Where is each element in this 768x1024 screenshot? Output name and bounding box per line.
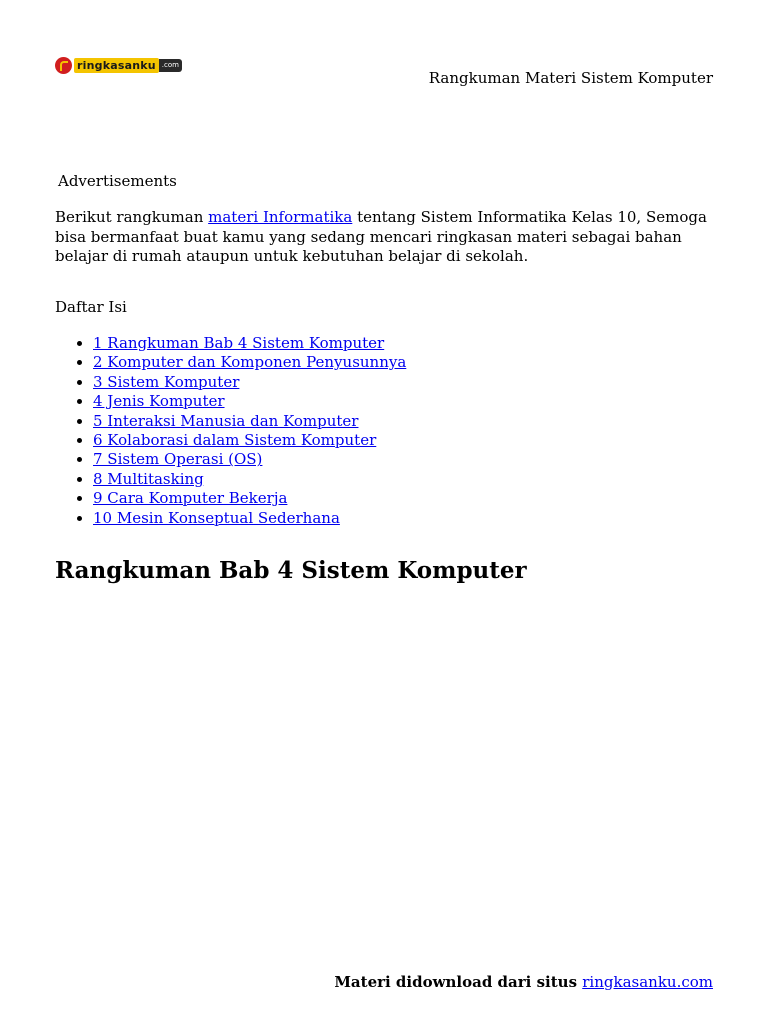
toc-item — [93, 412, 406, 431]
toc-item — [93, 450, 406, 469]
toc-item — [93, 489, 406, 508]
logo-icon — [55, 57, 72, 74]
toc-link-2[interactable]: 2 Komputer dan Komponen Penyusunnya — [93, 353, 407, 372]
toc-title: Daftar Isi — [55, 298, 127, 316]
intro-text-after: tentang Sistem Informatika Kelas 10, Semoga bisa bermanfaat buat kamu yang sedang mencari ringkasan materi sebagai bahan belajar di rumah ataupun untuk kebutuhan belajar di sekolah. — [55, 208, 707, 265]
toc-link-7[interactable]: 7 Sistem Operasi (OS) — [93, 450, 263, 469]
intro-paragraph — [55, 208, 715, 267]
materi-informatika-link[interactable]: materi Informatika — [208, 208, 353, 226]
toc-link-5[interactable]: 5 Interaksi Manusia dan Komputer — [93, 411, 359, 430]
footer-label: Materi didownload dari situs — [334, 973, 583, 991]
toc-item — [93, 470, 406, 489]
toc-item — [93, 353, 406, 372]
toc-link-9[interactable]: 9 Cara Komputer Bekerja — [93, 489, 288, 508]
site-logo[interactable] — [55, 56, 182, 74]
logo-name: ringkasanku — [74, 58, 159, 73]
toc-link-8[interactable]: 8 Multitasking — [93, 469, 204, 488]
advertisements-label: Advertisements — [58, 172, 177, 190]
page-footer — [334, 973, 713, 993]
toc-link-3[interactable]: 3 Sistem Komputer — [93, 372, 240, 391]
section-heading: Rangkuman Bab 4 Sistem Komputer — [55, 557, 527, 584]
logo-suffix: .com — [159, 59, 182, 72]
toc-link-1[interactable]: 1 Rangkuman Bab 4 Sistem Komputer — [93, 334, 385, 352]
table-of-contents — [55, 334, 406, 528]
footer-site-link[interactable]: ringkasanku.com — [582, 973, 713, 991]
toc-item — [93, 392, 406, 411]
toc-item — [93, 431, 406, 450]
toc-item — [93, 334, 406, 353]
toc-link-10[interactable]: 10 Mesin Konseptual Sederhana — [93, 508, 340, 527]
toc-item — [93, 373, 406, 392]
toc-link-4[interactable]: 4 Jenis Komputer — [93, 392, 225, 411]
toc-item — [93, 509, 406, 528]
page-header-title: Rangkuman Materi Sistem Komputer — [428, 69, 713, 87]
toc-link-6[interactable]: 6 Kolaborasi dalam Sistem Komputer — [93, 430, 377, 449]
intro-text-before: Berikut rangkuman — [55, 208, 209, 226]
